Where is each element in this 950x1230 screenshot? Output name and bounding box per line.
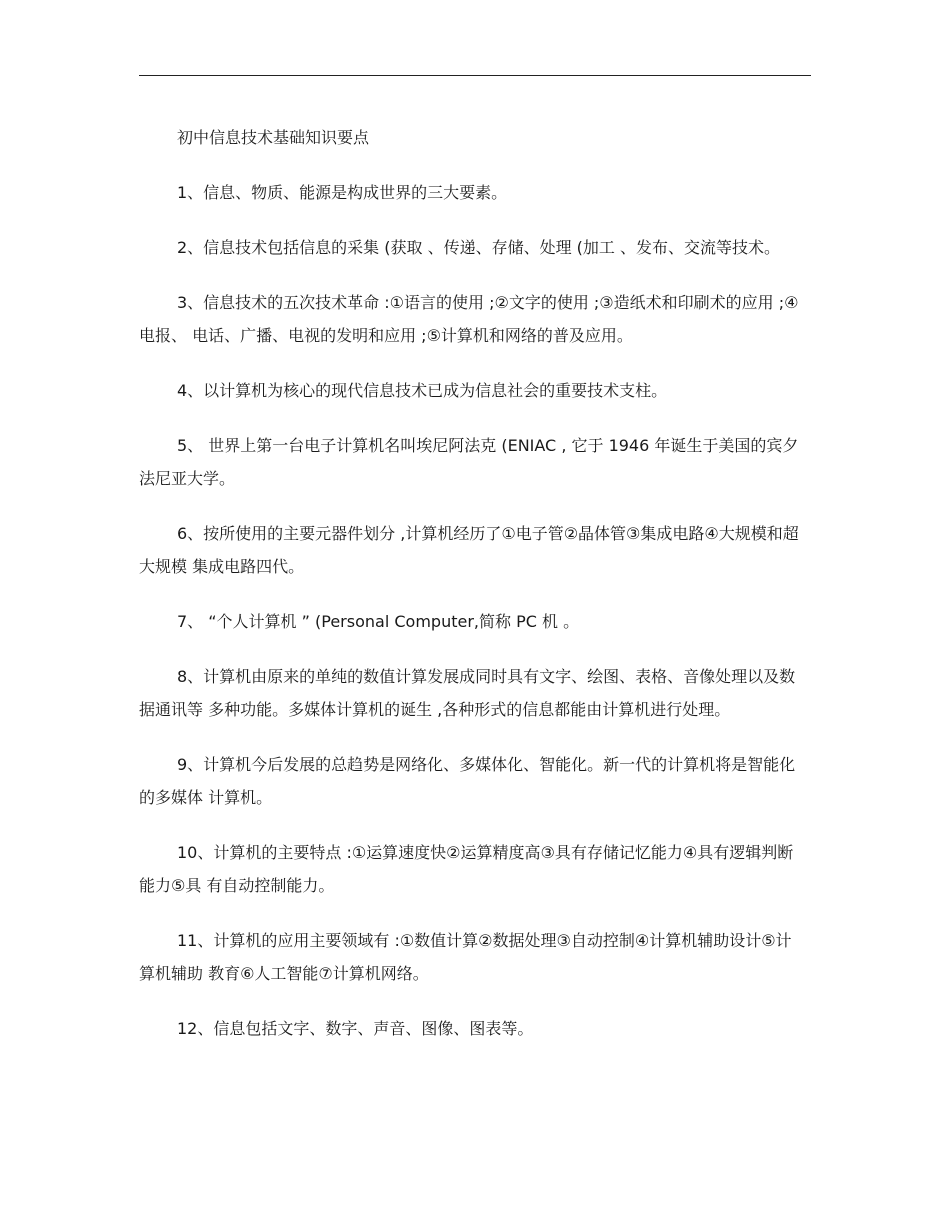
paragraph-12: 12、信息包括文字、数字、声音、图像、图表等。 <box>177 1019 534 1038</box>
paragraph-6: 6、按所使用的主要元器件划分 ,计算机经历了①电子管②晶体管③集成电路④大规模和超大规模 集成电路四代。 <box>139 524 799 576</box>
paragraph-3: 3、信息技术的五次技术革命 :①语言的使用 ;②文字的使用 ;③造纸术和印刷术的应用 ;④电报、 电话、广播、电视的发明和应用 ;⑤计算机和网络的普及应用。 <box>139 293 799 345</box>
document-title: 初中信息技术基础知识要点 <box>177 128 370 147</box>
paragraph-11: 11、计算机的应用主要领域有 :①数值计算②数据处理③自动控制④计算机辅助设计⑤计算机辅助 教育⑥人工智能⑦计算机网络。 <box>139 931 792 983</box>
paragraph-4: 4、以计算机为核心的现代信息技术已成为信息社会的重要技术支柱。 <box>177 381 668 400</box>
paragraph-2: 2、信息技术包括信息的采集 (获取 、传递、存储、处理 (加工 、发布、交流等技术。 <box>177 238 781 257</box>
paragraph-8: 8、计算机由原来的单纯的数值计算发展成同时具有文字、绘图、表格、音像处理以及数据通讯等 多种功能。多媒体计算机的诞生 ,各种形式的信息都能由计算机进行处理。 <box>139 667 796 719</box>
document-body <box>139 121 801 1067</box>
paragraph-7: 7、 “个人计算机 ” (Personal Computer,简称 PC 机 。 <box>177 612 580 631</box>
header-rule <box>139 75 811 76</box>
paragraph-9: 9、计算机今后发展的总趋势是网络化、多媒体化、智能化。新一代的计算机将是智能化的多媒体 计算机。 <box>139 755 796 807</box>
paragraph-10: 10、计算机的主要特点 :①运算速度快②运算精度高③具有存储记忆能力④具有逻辑判断能力⑤具 有自动控制能力。 <box>139 843 794 895</box>
paragraph-5: 5、 世界上第一台电子计算机名叫埃尼阿法克 (ENIAC , 它于 1946 年诞生于美国的宾夕法尼亚大学。 <box>139 436 799 488</box>
paragraph-1: 1、信息、物质、能源是构成世界的三大要素。 <box>177 183 508 202</box>
